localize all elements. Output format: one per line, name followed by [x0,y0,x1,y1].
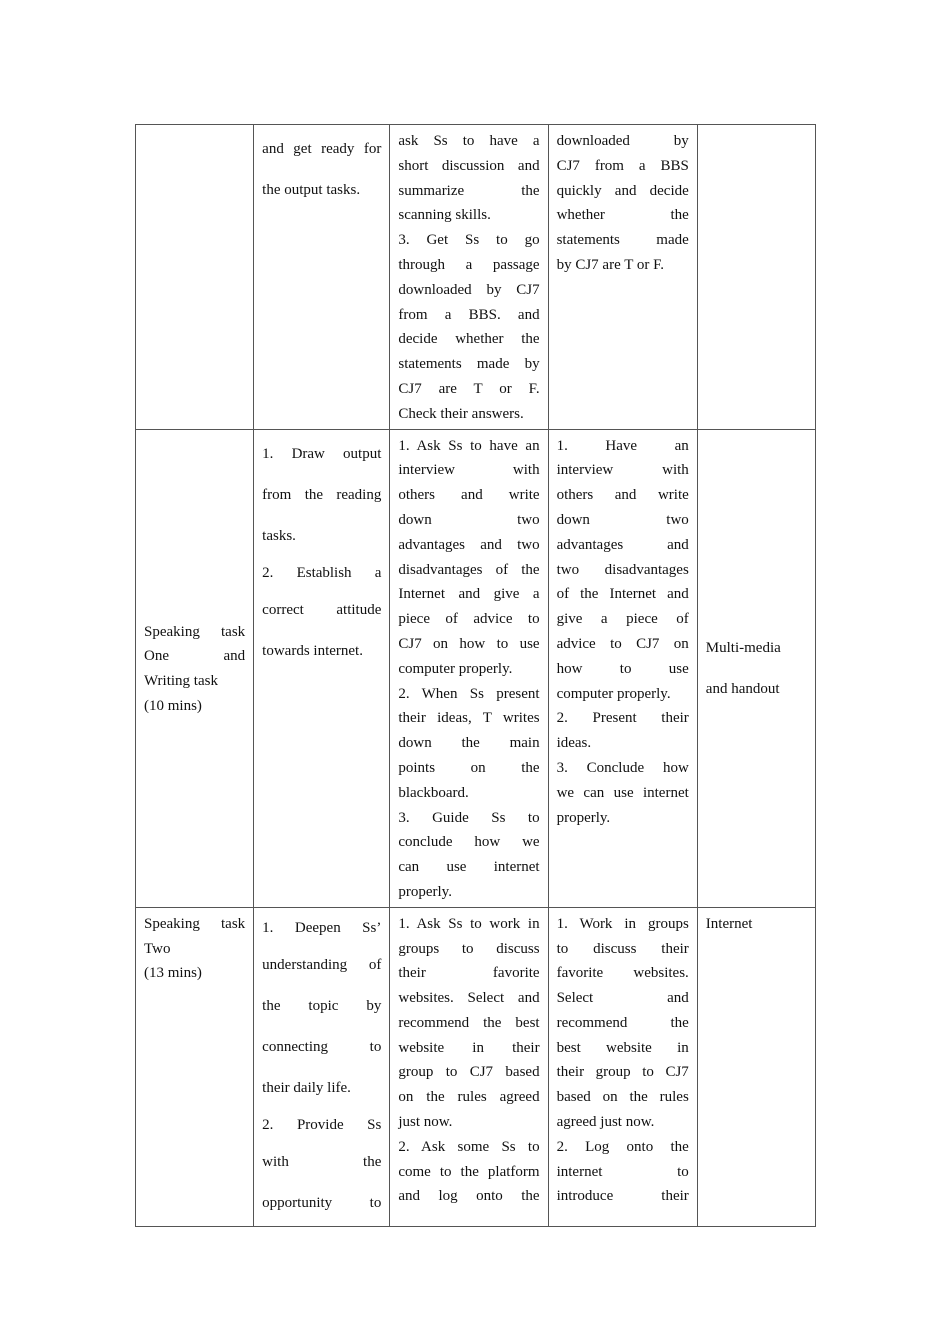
lesson-plan-table [135,124,816,1227]
table-row [136,429,816,907]
text-line: Speaking task [144,915,246,932]
text-line: from a BBS. and [398,306,540,323]
text-line: by CJ7 are T or F. [556,256,664,273]
text-line: CJ7 from a BBS [556,157,689,174]
text-line: with the [262,1153,382,1170]
student-activity-cell [548,429,697,907]
text-line: recommend the best [398,1014,540,1031]
text-line: correct attitude [262,601,382,618]
text-line: Writing task [144,673,218,690]
text-line: the output tasks. [262,182,361,198]
text-line: introduce their [556,1188,689,1205]
text-line: CJ7 are T or F. [398,380,540,397]
text-line: 3. Get Ss to go [398,232,540,249]
text-line: their group to CJ7 [556,1064,689,1081]
text-line: 3. Guide Ss to [398,809,540,826]
text-line: tasks. [262,527,296,544]
text-line: their daily life. [262,1079,351,1096]
aids-cell [697,429,815,907]
text-line: towards internet. [262,642,363,659]
text-line: through a passage [398,256,540,273]
text-line: websites. Select and [398,990,540,1007]
table-row [136,125,816,430]
text-line: quickly and decide [556,182,689,199]
text-line: down two [398,511,540,528]
stage-cell [136,125,254,430]
text-line: advice to CJ7 on [556,635,689,652]
text-line: CJ7 on how to use [398,635,540,652]
text-line: 2. When Ss present [398,685,540,702]
text-line: 1. Ask Ss to have an [398,437,540,454]
text-line: disadvantages of the [398,561,540,578]
text-line: of the Internet and [556,586,689,603]
text-line: connecting to [262,1038,382,1055]
stage-cell [136,429,254,907]
text-line: Internet and give a [398,586,540,603]
text-line: come to the platform [398,1163,540,1180]
text-line: Select and [556,990,689,1007]
text-line: understanding of [262,956,382,973]
text-line: others and write [556,487,689,504]
text-line: their favorite [398,965,540,982]
text-line: 2. Present their [556,710,689,727]
text-line: statements made [556,232,689,249]
text-line: 1. Ask Ss to work in [398,915,540,932]
text-line: 1. Deepen Ss’ [262,919,382,936]
text-line: decide whether the [398,331,540,348]
text-line: Check their answers. [398,405,524,422]
text-line: to discuss their [556,940,689,957]
text-line: One and [144,648,246,665]
text-line: 2. Ask some Ss to [398,1138,540,1155]
text-line: opportunity to [262,1194,382,1211]
text-line: advantages and two [398,536,540,553]
text-line: computer properly. [556,685,671,702]
text-line: their ideas, T writes [398,710,540,727]
table-row [136,907,816,1226]
text-line: computer properly. [398,660,513,677]
teacher-activity-cell [390,125,548,430]
text-line: group to CJ7 based [398,1064,540,1081]
text-line: 1. Work in groups [556,915,689,932]
text-line: ideas. [556,735,592,752]
text-line: two disadvantages [556,561,689,578]
text-line: 2. Establish a [262,564,382,581]
text-line: we can use internet [556,784,689,801]
text-line: points on the [398,759,540,776]
teacher-activity-cell [390,907,548,1226]
text-line: based on the rules [556,1089,689,1106]
text-line: ask Ss to have a [398,133,540,149]
text-line: recommend the [556,1014,689,1031]
text-line: just now. [398,1114,453,1131]
text-line: the topic by [262,997,382,1014]
text-line: 1. Have an [556,437,689,454]
text-line: website in their [398,1039,540,1056]
text-line: down the main [398,735,540,752]
text-line: Two [144,940,171,957]
text-line: Internet [705,915,753,932]
purpose-cell [254,429,390,907]
text-line: 1. Draw output [262,445,382,462]
text-line: (10 mins) [144,697,202,714]
text-line: favorite websites. [556,965,689,982]
text-line: and log onto the [398,1188,540,1205]
purpose-cell [254,907,390,1226]
student-activity-cell [548,125,697,430]
text-line: from the reading [262,486,382,503]
text-line: whether the [556,207,689,224]
text-line: advantages and [556,536,689,553]
text-line: piece of advice to [398,611,540,628]
text-line: downloaded by CJ7 [398,281,540,298]
text-line: 2. Log onto the [556,1138,689,1155]
text-line: summarize the [398,182,540,199]
text-line: and handout [705,681,780,698]
text-line: 2. Provide Ss [262,1116,382,1133]
text-line: conclude how we [398,834,540,851]
text-line: how to use [556,660,689,677]
text-line: Speaking task [144,623,246,640]
text-line: can use internet [398,859,540,876]
aids-cell [697,907,815,1226]
text-line: internet to [556,1163,689,1180]
text-line: properly. [398,883,452,900]
text-line: groups to discuss [398,940,540,957]
text-line: interview with [398,462,540,479]
text-line: statements made by [398,356,540,373]
text-line: scanning skills. [398,207,491,224]
text-line: best website in [556,1039,689,1056]
text-line: 3. Conclude how [556,759,689,776]
text-line: down two [556,511,689,528]
text-line: (13 mins) [144,965,202,982]
text-line: others and write [398,487,540,504]
text-line: Multi-media [705,640,781,657]
aids-cell [697,125,815,430]
text-line: properly. [556,809,611,826]
text-line: downloaded by [556,133,689,149]
text-line: interview with [556,462,689,479]
student-activity-cell [548,907,697,1226]
text-line: blackboard. [398,784,469,801]
text-line: agreed just now. [556,1114,655,1131]
text-line: on the rules agreed [398,1089,540,1106]
text-line: and get ready for [262,141,382,157]
text-line: short discussion and [398,157,540,174]
teacher-activity-cell [390,429,548,907]
purpose-cell [254,125,390,430]
stage-cell [136,907,254,1226]
text-line: give a piece of [556,611,689,628]
